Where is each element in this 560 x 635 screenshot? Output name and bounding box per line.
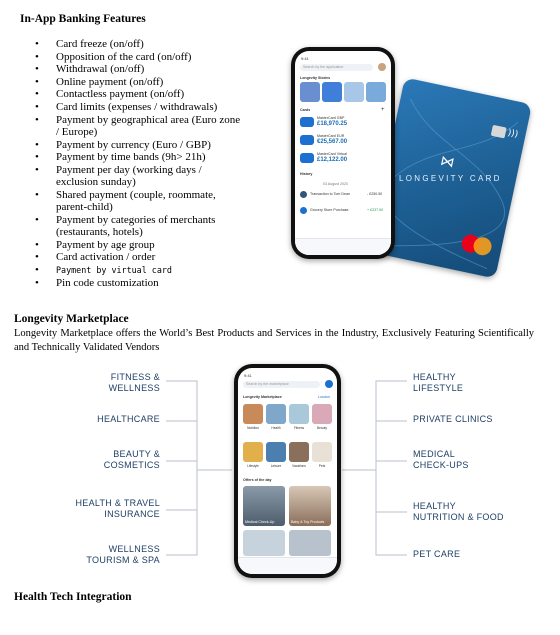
category-label[interactable] [413,501,504,523]
feature-item-text: • Payment by age group [56,238,155,251]
card-name: MasterCard Virtual [317,152,347,156]
category-tile[interactable] [266,442,286,462]
transaction-amount: + £237.00 [367,208,384,212]
cart-icon[interactable] [325,380,333,388]
add-card-icon[interactable]: + [381,107,385,113]
category-tile[interactable] [266,404,286,424]
section-title-banking: In-App Banking Features [20,13,146,25]
card-name: MasterCard GBP [317,116,345,120]
feature-item-text: • Online payment (on/off) [56,75,164,88]
category-label[interactable] [104,449,160,471]
category-tile-label: Fitness [293,426,305,430]
feature-item-text: • Contactless payment (on/off) [56,88,185,101]
category-label-line: HEALTHY [413,501,456,511]
feature-item-text: • Pin code customization [56,276,159,289]
category-tile-label: Leisure [270,464,282,468]
category-label[interactable] [413,414,493,425]
feature-item-text: • Payment by currency (Euro / GBP) [56,138,211,151]
offer-label: Medical Check-Up [245,520,275,524]
category-label-line: NUTRITION & FOOD [413,512,504,522]
category-label-line: PET CARE [413,549,461,559]
transaction-name: Grocery Store Purchase [310,208,349,212]
category-label[interactable] [413,549,460,560]
feature-item-text: • Payment by virtual card [56,265,172,275]
transaction-amount: - £250.50 [367,192,383,196]
history-label: History [300,172,313,176]
marketplace-paragraph: Longevity Marketplace offers the World’s Best Products and Services in the Industry, Exclusively Featuring Scientifically and Technically Validated Vendors [14,328,534,353]
category-label-line: HEALTHY [413,372,456,382]
category-label-line: PRIVATE CLINICS [413,414,493,424]
feature-item-text: (restaurants, hotels) [56,226,143,239]
category-label[interactable] [75,498,160,520]
category-label-line: CHECK-UPS [413,460,469,470]
category-tile-label: Beauty [317,426,327,430]
feature-item-text: • Shared payment (couple, roommate, [56,188,216,201]
feature-item-text: / Europe) [56,126,98,138]
offers-label: Offers of the day [243,478,272,482]
feature-item-text: • Card activation / order [56,251,156,264]
search-input[interactable]: Search by the marketplace [243,381,320,388]
contactless-icon: ))) [506,128,519,141]
card-name: MasterCard EUR [317,134,345,138]
stories-label: Longevity Stories [300,76,331,80]
category-label[interactable] [413,449,469,471]
category-label-line: LIFESTYLE [413,383,464,393]
category-label-line: FITNESS & [110,372,160,382]
card-logo-icon: ⋈ [438,152,456,172]
category-label-line: INSURANCE [104,509,160,519]
category-label-line: MEDICAL [413,449,456,459]
bottom-nav[interactable] [238,557,337,574]
offer-card[interactable] [289,530,331,556]
category-label[interactable] [97,414,160,425]
card-amount: £18,970.25 [317,121,348,127]
category-tile-label: Nutrition [247,426,259,430]
category-label[interactable] [413,372,463,394]
feature-item-text: • Card limits (expenses / withdrawals) [56,101,218,113]
offer-card[interactable] [243,530,285,556]
feature-item-text: parent-child) [56,201,113,214]
offer-label: Baby & Toy Products [291,520,325,524]
category-tile[interactable] [312,404,332,424]
category-label-line: HEALTHCARE [97,414,160,424]
category-tile[interactable] [289,404,309,424]
section-title-health-tech: Health Tech Integration [14,591,132,603]
status-time: 9:41 [244,373,252,378]
category-tile-label: Vacations [292,464,306,468]
card-amount: €25,567.00 [317,139,348,145]
marketplace-phone [234,364,341,578]
marketplace-label: Longevity Marketplace [243,395,282,399]
history-date: 03 August 2020 [323,182,348,186]
location-label[interactable]: London [318,395,330,399]
category-label-line: TOURISM & SPA [86,555,160,565]
card-text: LONGEVITY CARD [399,173,502,183]
category-tile[interactable] [243,442,263,462]
category-label-line: WELLNESS [108,383,160,393]
feature-item-text: • Payment by time bands (9h> 21h) [56,151,206,164]
feature-item-text: • Payment per day (working days / [56,163,202,176]
category-tile-label: Lifestyle [247,464,259,468]
transaction-name: Transaction to Tom Dean [310,192,350,196]
category-tile-label: Health [271,426,281,430]
category-tile[interactable] [243,404,263,424]
category-label-line: HEALTH & TRAVEL [75,498,160,508]
cards-label: Cards [300,108,311,112]
status-time: 9:41 [301,56,309,61]
category-label[interactable] [86,544,160,566]
search-input[interactable]: Search by the application [300,64,373,71]
feature-item-text: • Payment by geographical area (Euro zone [56,113,241,126]
section-title-marketplace: Longevity Marketplace [14,313,129,325]
category-label-line: WELLNESS [108,544,160,554]
category-label[interactable] [109,372,160,394]
feature-item-text: • Withdrawal (on/off) [56,63,145,76]
feature-item-text: • Opposition of the card (on/off) [56,50,192,63]
feature-item-text: • Card freeze (on/off) [56,38,144,50]
category-tile-label: Pets [318,464,326,468]
feature-item-text: exclusion sunday) [56,176,136,189]
category-label-line: COSMETICS [103,460,160,470]
card-amount: £12,122.00 [317,157,348,163]
category-tile[interactable] [312,442,332,462]
category-tile[interactable] [289,442,309,462]
feature-item-text: • Payment by categories of merchants [56,213,216,226]
category-label-line: BEAUTY & [113,449,160,459]
